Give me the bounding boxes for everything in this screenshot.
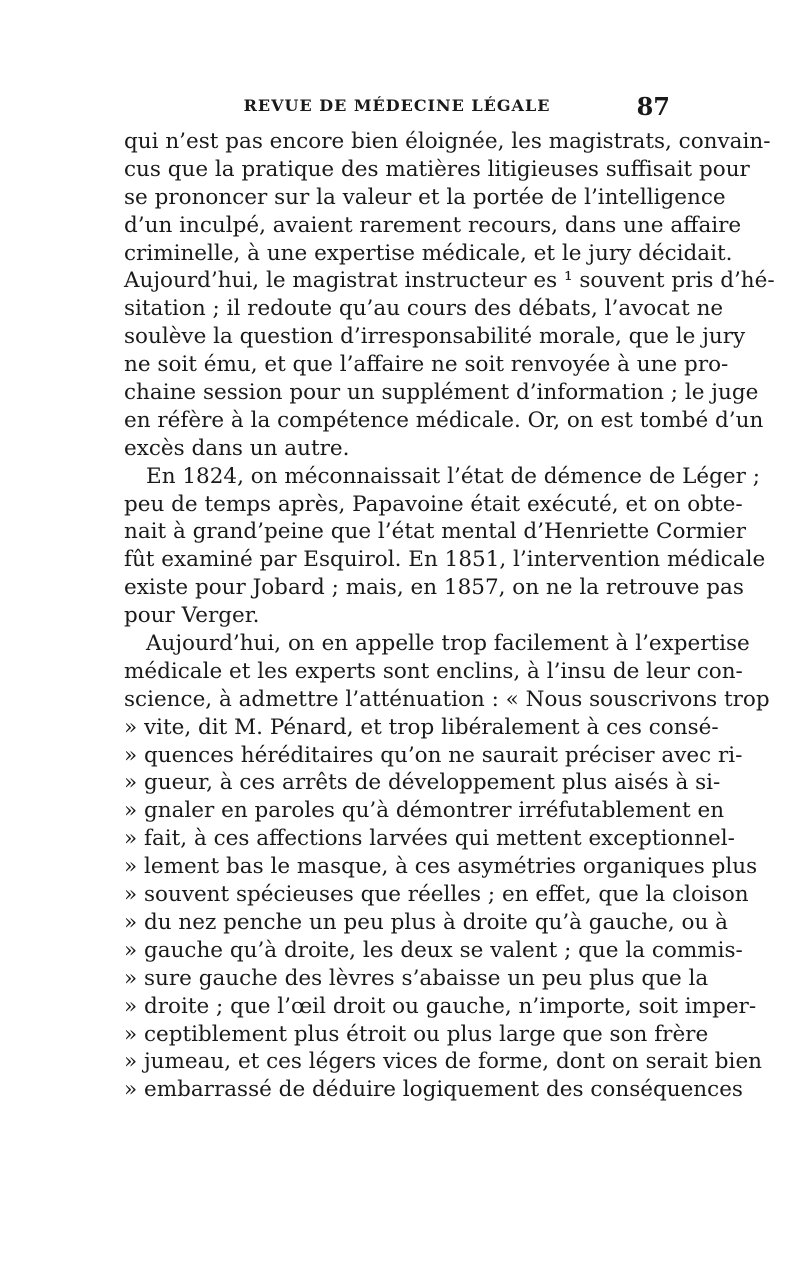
text-line: Aujourd’hui, on en appelle trop facilement à l’expertise [146,631,750,657]
text-line: » gauche qu’à droite, les deux se valent ; que la commis- [124,937,743,963]
text-line: » droite ; que l’œil droit ou gauche, n’importe, soit imper- [124,993,757,1019]
text-line: se prononcer sur la valeur et la portée de l’intelligence [124,184,726,210]
text-line: médicale et les experts sont enclins, à l’insu de leur con- [124,658,743,684]
text-line: » souvent spécieuses que réelles ; en effet, que la cloison [124,882,749,908]
text-line: soulève la question d’irresponsabilité morale, que le jury [124,324,746,350]
text-line: » vite, dit M. Pénard, et trop libéralement à ces consé- [124,714,719,740]
text-line: sitation ; il redoute qu’au cours des débats, l’avocat ne [124,296,724,322]
text-line: criminelle, à une expertise médicale, et le jury décidait. [124,240,733,266]
body-text [124,128,775,1104]
text-line: » embarrassé de déduire logiquement des conséquences [124,1077,743,1103]
text-line: En 1824, on méconnaissait l’état de démence de Léger ; [146,463,760,489]
text-line: science, à admettre l’atténuation : « Nous souscrivons trop [124,686,770,712]
text-line: » sure gauche des lèvres s’abaisse un peu plus que la [124,965,709,991]
text-line: » gueur, à ces arrêts de développement plus aisés à si- [124,770,721,796]
text-line: Aujourd’hui, le magistrat instructeur es ¹ souvent pris d’hé- [124,268,775,294]
text-line: ne soit ému, et que l’affaire ne soit renvoyée à une pro- [124,352,729,378]
text-line: cus que la pratique des matières litigieuses suffisait pour [124,156,750,182]
text-line: excès dans un autre. [124,435,350,461]
text-line: » fait, à ces affections larvées qui mettent exceptionnel- [124,826,735,852]
text-line: » lement bas le masque, à ces asymétries organiques plus [124,854,758,880]
page-header [124,92,670,126]
text-line: en réfère à la compétence médicale. Or, on est tombé d’un [124,407,764,433]
text-line: chaine session pour un supplément d’information ; le juge [124,380,759,406]
text-line: fût examiné par Esquirol. En 1851, l’intervention médicale [124,547,766,573]
text-line: pour Verger. [124,603,260,629]
text-line: » jumeau, et ces légers vices de forme, dont on serait bien [124,1049,763,1075]
running-title: REVUE DE MÉDECINE LÉGALE [243,96,551,115]
text-line: existe pour Jobard ; mais, en 1857, on ne la retrouve pas [124,575,744,601]
text-line: nait à grand’peine que l’état mental d’Henriette Cormier [124,519,746,545]
text-line: d’un inculpé, avaient rarement recours, dans une affaire [124,212,742,238]
text-line: » ceptiblement plus étroit ou plus large que son frère [124,1021,709,1047]
text-line: » du nez penche un peu plus à droite qu’à gauche, ou à [124,909,728,935]
text-line: » quences héréditaires qu’on ne saurait préciser avec ri- [124,742,743,768]
page-number: 87 [636,92,670,121]
text-line: » gnaler en paroles qu’à démontrer irréfutablement en [124,798,725,824]
text-line: qui n’est pas encore bien éloignée, les magistrats, convain- [124,129,771,154]
text-line: peu de temps après, Papavoine était exécuté, et on obte- [124,491,743,517]
